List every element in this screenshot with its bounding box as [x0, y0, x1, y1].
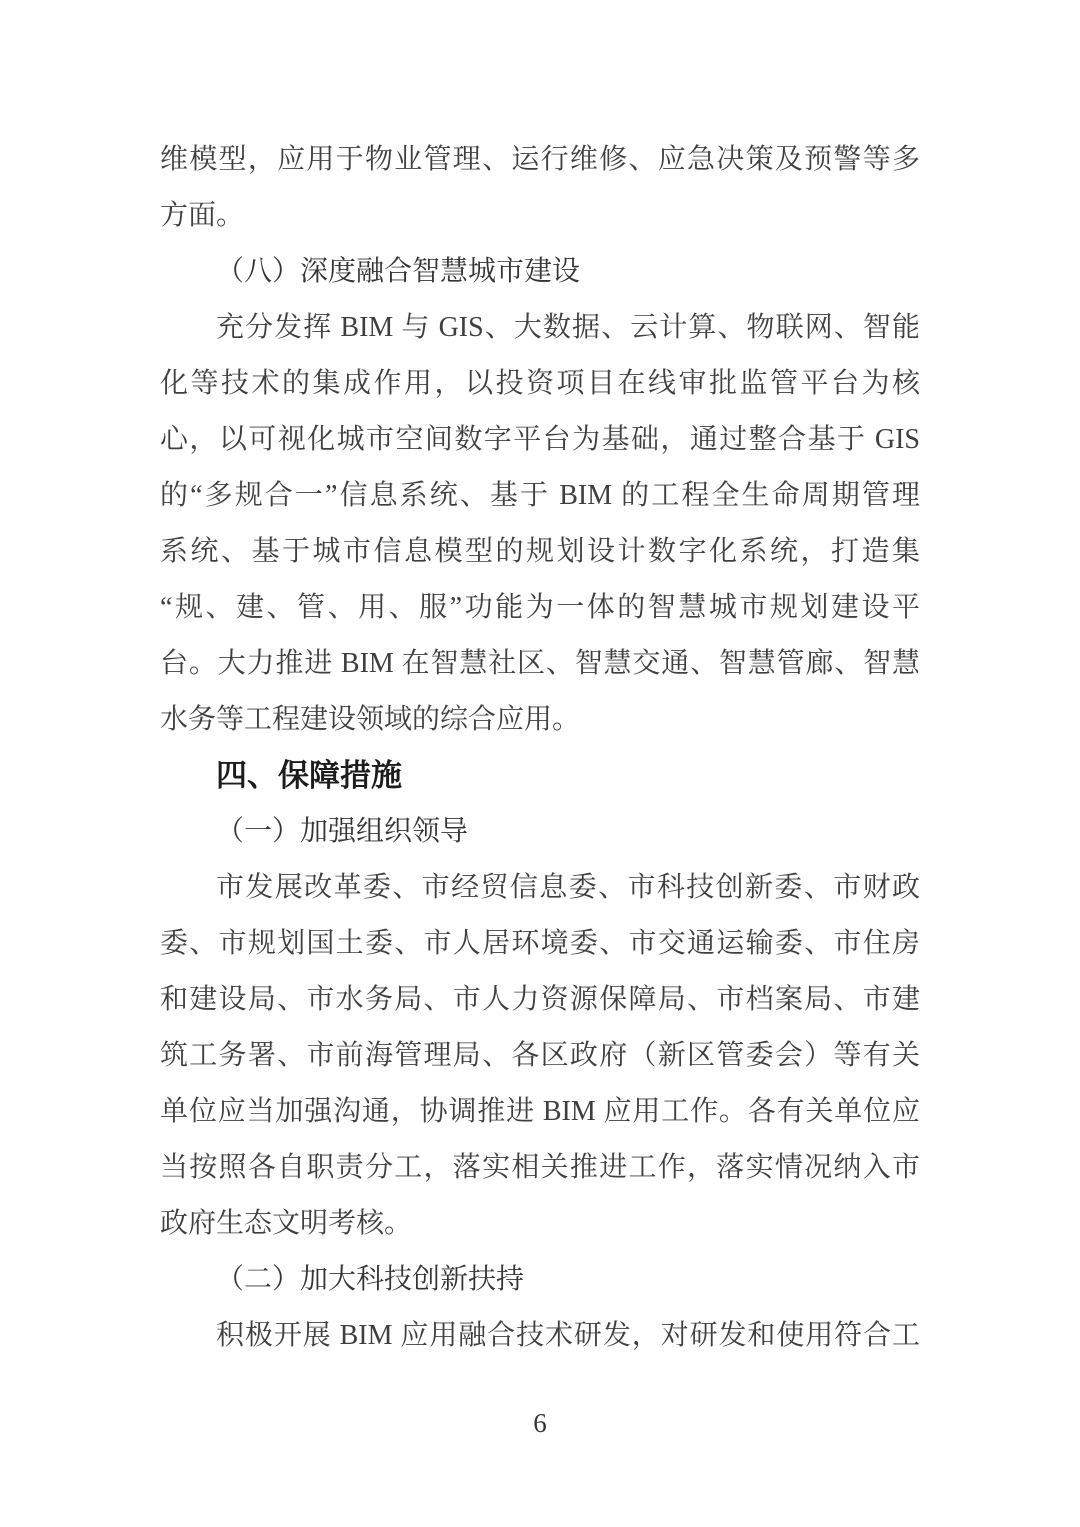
- text-line: 委、市规划国土委、市人居环境委、市交通运输委、市住房: [160, 928, 920, 959]
- text-line: 化等技术的集成作用，以投资项目在线审批监管平台为核: [160, 368, 920, 399]
- text-line: 积极开展 BIM 应用融合技术研发，对研发和使用符合工: [216, 1320, 920, 1351]
- text-line: 方面。: [160, 200, 245, 231]
- text-line: “规、建、管、用、服”功能为一体的智慧城市规划建设平: [160, 592, 920, 623]
- sub-heading: （八）深度融合智慧城市建设: [216, 256, 581, 287]
- sub-heading: （一）加强组织领导: [216, 816, 469, 847]
- document-body: [160, 132, 920, 1364]
- text-line: 的“多规合一”信息系统、基于 BIM 的工程全生命周期管理: [160, 480, 920, 511]
- text-line: 心，以可视化城市空间数字平台为基础，通过整合基于 GIS: [160, 424, 920, 455]
- text-line: 系统、基于城市信息模型的规划设计数字化系统，打造集: [160, 536, 920, 567]
- section-heading: 四、保障措施: [216, 758, 402, 793]
- text-line: 市发展改革委、市经贸信息委、市科技创新委、市财政: [216, 872, 920, 903]
- page-number: 6: [533, 1408, 547, 1438]
- text-line: 政府生态文明考核。: [160, 1208, 413, 1239]
- text-line: 充分发挥 BIM 与 GIS、大数据、云计算、物联网、智能: [216, 312, 920, 343]
- text-line: 维模型，应用于物业管理、运行维修、应急决策及预警等多: [160, 144, 920, 175]
- text-line: 单位应当加强沟通，协调推进 BIM 应用工作。各有关单位应: [160, 1096, 920, 1127]
- text-line: 当按照各自职责分工，落实相关推进工作，落实情况纳入市: [160, 1152, 920, 1183]
- text-line: 和建设局、市水务局、市人力资源保障局、市档案局、市建: [160, 984, 920, 1015]
- text-line: 筑工务署、市前海管理局、各区政府（新区管委会）等有关: [160, 1040, 920, 1071]
- sub-heading: （二）加大科技创新扶持: [216, 1264, 525, 1295]
- text-line: 水务等工程建设领域的综合应用。: [160, 704, 581, 735]
- text-line: 台。大力推进 BIM 在智慧社区、智慧交通、智慧管廊、智慧: [160, 648, 920, 679]
